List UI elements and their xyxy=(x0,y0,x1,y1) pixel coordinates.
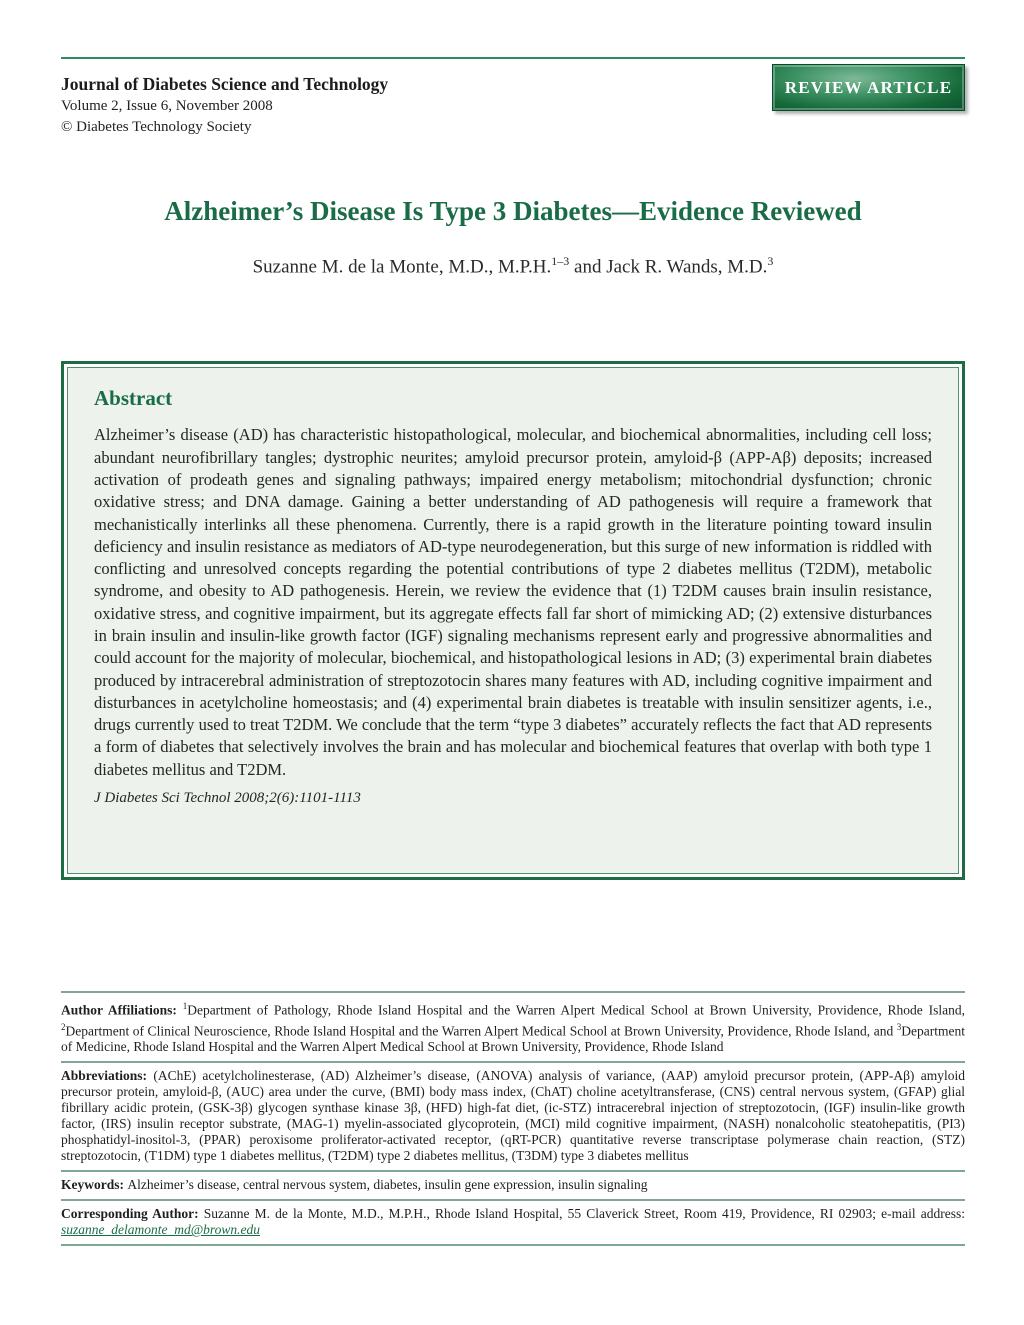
footnote-rule-4 xyxy=(61,1199,965,1201)
abstract-body-text: Alzheimer’s disease (AD) has characteristic histopathological, molecular, and biochemical abnormalities, including cell loss; abundant neurofibrillary tangles; dystrophic neurites; amyloid precursor protein, amyloid-β (APP-Aβ) deposits; increased activation of prodeath genes and signaling pathways; impaired energy metabolism; mitochondrial dysfunction; chronic oxidative stress; and DNA damage. Gaining a better understanding of AD pathogenesis will require a framework that mechanistically interlinks all these phenomena. Currently, there is a rapid growth in the literature pointing toward insulin deficiency and insulin resistance as mediators of AD-type neurodegeneration, but this surge of new information is riddled with conflicting and unresolved concepts regarding the potential contributions of type 2 diabetes mellitus (T2DM), metabolic syndrome, and obesity to AD pathogenesis. Herein, we review the evidence that (1) T2DM causes brain insulin resistance, oxidative stress, and cognitive impairment, but its aggregate effects fall far short of mimicking AD; (2) extensive disturbances in brain insulin and insulin-like growth factor (IGF) signaling mechanisms represent early and progressive abnormalities and could account for the majority of molecular, biochemical, and histopathological lesions in AD; (3) experimental brain diabetes produced by intracerebral administration of streptozotocin shares many features with AD, including cognitive impairment and disturbances in acetylcholine homeostasis; and (4) experimental brain diabetes is treatable with insulin sensitizer agents, i.e., drugs currently used to treat T2DM. We conclude that the term “type 3 diabetes” accurately reflects the fact that AD represents a form of diabetes that selectively involves the brain and has molecular and biochemical features that overlap with both type 1 diabetes mellitus and T2DM. xyxy=(94,425,932,779)
keywords-text: Alzheimer’s disease, central nervous system, diabetes, insulin gene expression, insulin signaling xyxy=(127,1177,648,1193)
author-2: and Jack R. Wands, M.D. xyxy=(569,256,768,278)
top-divider-rule xyxy=(61,57,965,59)
corresponding-author-label: Corresponding Author: xyxy=(61,1206,204,1222)
author-2-affiliation-superscript: 3 xyxy=(767,254,774,268)
abbreviations xyxy=(61,1068,965,1164)
author-1: Suzanne M. de la Monte, M.D., M.P.H. xyxy=(252,256,552,278)
corresponding-author xyxy=(61,1206,965,1238)
abstract-heading: Abstract xyxy=(94,386,173,411)
affiliation-3-text: Department of Medicine, Rhode Island Hospital and the Warren Alpert Medical School at Brown University, Providence, Rhode Island xyxy=(61,1023,965,1055)
author-affiliations-label: Author Affiliations: xyxy=(61,1002,183,1018)
page-header xyxy=(61,63,965,138)
abstract-box-inner xyxy=(67,367,959,874)
keywords xyxy=(61,1177,965,1193)
copyright-line: © Diabetes Technology Society xyxy=(61,119,252,135)
footnote-rule-2 xyxy=(61,1061,965,1063)
review-article-badge-label: REVIEW ARTICLE xyxy=(784,77,953,97)
abbreviations-text: (AChE) acetylcholinesterase, (AD) Alzheimer’s disease, (ANOVA) analysis of variance, (AAP) amyloid precursor protein, (APP-Aβ) amyloid precursor protein, amyloid-β, (AUC) area under the curve, (BMI) body mass index, (ChAT) choline acetyltransferase, (CNS) central nervous system, (GFAP) glial fibrillary acidic protein, (GSK-3β) glycogen synthase kinase 3β, (HFD) high-fat diet, (ic-STZ) intracerebral injection of streptozotocin, (IGF) insulin-like growth factor, (IRS) insulin receptor substrate, (MAG-1) myelin-associated glycoprotein, (MCI) mild cognitive impairment, (NASH) nonalcoholic steatohepatitis, (PI3) phosphatidyl-inositol-3, (PPAR) peroxisome proliferator-activated receptor, (qRT-PCR) quantitative reverse transcriptase polymerase chain reaction, (STZ) streptozotocin, (T1DM) type 1 diabetes mellitus, (T2DM) type 2 diabetes mellitus, (T3DM) type 3 diabetes mellitus xyxy=(61,1068,965,1164)
authors-line xyxy=(61,254,965,278)
article-title: Alzheimer’s Disease Is Type 3 Diabetes—Evidence Reviewed xyxy=(164,196,862,226)
affiliation-3-superscript: 3 xyxy=(896,1021,902,1032)
review-article-badge xyxy=(772,64,965,111)
affiliation-1-superscript: 1 xyxy=(182,1001,188,1012)
footnote-rule-3 xyxy=(61,1170,965,1172)
email-link[interactable]: suzanne_delamonte_md@brown.edu xyxy=(61,1222,261,1238)
abbreviations-label: Abbreviations: xyxy=(61,1068,154,1084)
abstract-box xyxy=(61,361,965,880)
keywords-label: Keywords: xyxy=(61,1177,128,1193)
affiliation-2-superscript: 2 xyxy=(61,1021,66,1032)
affiliation-2-text: Department of Clinical Neuroscience, Rhode Island Hospital and the Warren Alpert Medical School at Brown University, Providence, Rhode Island, and xyxy=(65,1023,897,1039)
corresponding-author-text: Suzanne M. de la Monte, M.D., M.P.H., Rhode Island Hospital, 55 Claverick Street, Room 419, Providence, RI 02903; e-mail address: xyxy=(203,1206,965,1222)
footnote-rule-5 xyxy=(61,1244,965,1246)
footnote-rule-1 xyxy=(61,991,965,993)
author-1-affiliation-superscript: 1–3 xyxy=(551,254,570,268)
journal-info-block xyxy=(61,63,388,138)
author-affiliations xyxy=(61,998,965,1055)
journal-name: Journal of Diabetes Science and Technology xyxy=(61,74,389,94)
content-column xyxy=(61,57,965,1246)
abstract-citation: J Diabetes Sci Technol 2008;2(6):1101-1113 xyxy=(94,790,361,807)
affiliation-1-text: Department of Pathology, Rhode Island Hospital and the Warren Alpert Medical School at Brown University, Providence, Rhode Island, xyxy=(187,1002,965,1018)
volume-issue-line: Volume 2, Issue 6, November 2008 xyxy=(61,98,273,114)
footnotes-section xyxy=(61,991,965,1246)
